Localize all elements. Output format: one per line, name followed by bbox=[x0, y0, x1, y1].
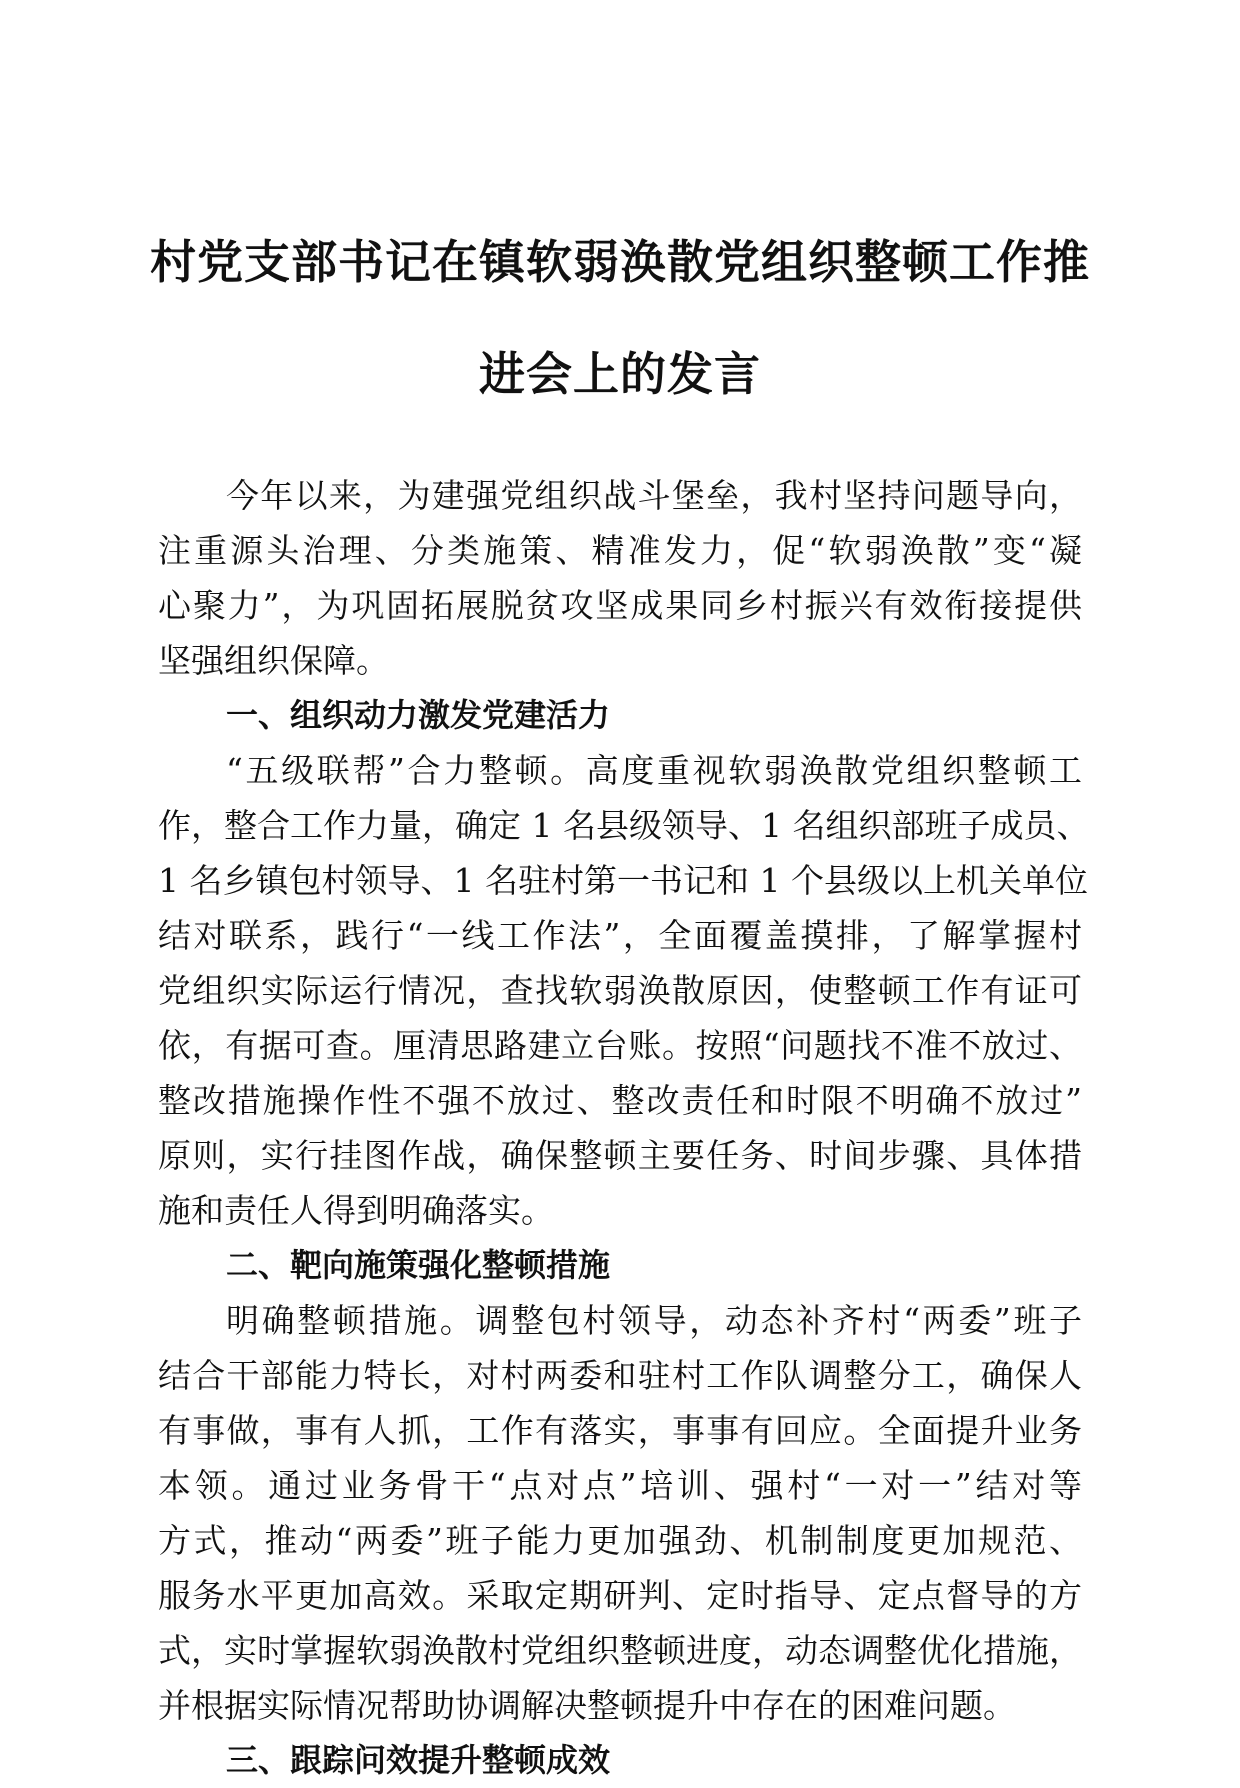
section-heading-2: 二、靶向施策强化整顿措施 bbox=[226, 1246, 611, 1284]
intro-paragraph-line: 心聚力”，为巩固拓展脱贫攻坚成果同乡村振兴有效衔接提供 bbox=[158, 586, 1082, 625]
section-heading-1: 一、组织动力激发党建活力 bbox=[226, 696, 611, 734]
document-body bbox=[158, 468, 1090, 1788]
section1-paragraph-line: 1 名乡镇包村领导、1 名驻村第一书记和 1 个县级以上机关单位 bbox=[158, 861, 1088, 900]
section1-paragraph-line: “五级联帮”合力整顿。高度重视软弱涣散党组织整顿工 bbox=[226, 751, 1082, 790]
intro-paragraph-line: 坚强组织保障。 bbox=[158, 641, 389, 680]
section1-paragraph-line: 结对联系，践行“一线工作法”，全面覆盖摸排，了解掌握村 bbox=[158, 916, 1082, 955]
section2-paragraph-line: 明确整顿措施。调整包村领导，动态补齐村“两委”班子 bbox=[226, 1301, 1082, 1340]
document-title-line-2: 进会上的发言 bbox=[479, 347, 761, 401]
document-title-line-1: 村党支部书记在镇软弱涣散党组织整顿工作推 bbox=[150, 235, 1090, 289]
section1-paragraph-line: 原则，实行挂图作战，确保整顿主要任务、时间步骤、具体措 bbox=[158, 1136, 1082, 1175]
section1-paragraph-line: 依，有据可查。厘清思路建立台账。按照“问题找不准不放过、 bbox=[158, 1026, 1082, 1065]
section2-paragraph-line: 服务水平更加高效。采取定期研判、定时指导、定点督导的方 bbox=[158, 1576, 1082, 1615]
intro-paragraph-line: 今年以来，为建强党组织战斗堡垒，我村坚持问题导向， bbox=[226, 476, 1082, 515]
section2-paragraph-line: 本领。通过业务骨干“点对点”培训、强村“一对一”结对等 bbox=[158, 1466, 1082, 1505]
section2-paragraph-line: 并根据实际情况帮助协调解决整顿提升中存在的困难问题。 bbox=[158, 1686, 1016, 1725]
section2-paragraph-line: 方式，推动“两委”班子能力更加强劲、机制制度更加规范、 bbox=[158, 1521, 1082, 1560]
section1-paragraph-line: 整改措施操作性不强不放过、整改责任和时限不明确不放过” bbox=[158, 1081, 1082, 1120]
section2-paragraph-line: 有事做，事有人抓，工作有落实，事事有回应。全面提升业务 bbox=[158, 1411, 1082, 1450]
intro-paragraph-line: 注重源头治理、分类施策、精准发力，促“软弱涣散”变“凝 bbox=[158, 531, 1082, 570]
section1-paragraph-line: 作，整合工作力量，确定 1 名县级领导、1 名组织部班子成员、 bbox=[158, 806, 1090, 845]
section1-paragraph-line: 施和责任人得到明确落实。 bbox=[158, 1191, 554, 1230]
section2-paragraph-line: 式，实时掌握软弱涣散村党组织整顿进度，动态调整优化措施， bbox=[158, 1631, 1082, 1670]
section-heading-3: 三、跟踪问效提升整顿成效 bbox=[226, 1741, 611, 1779]
section2-paragraph-line: 结合干部能力特长，对村两委和驻村工作队调整分工，确保人 bbox=[158, 1356, 1082, 1395]
section1-paragraph-line: 党组织实际运行情况，查找软弱涣散原因，使整顿工作有证可 bbox=[158, 971, 1082, 1010]
